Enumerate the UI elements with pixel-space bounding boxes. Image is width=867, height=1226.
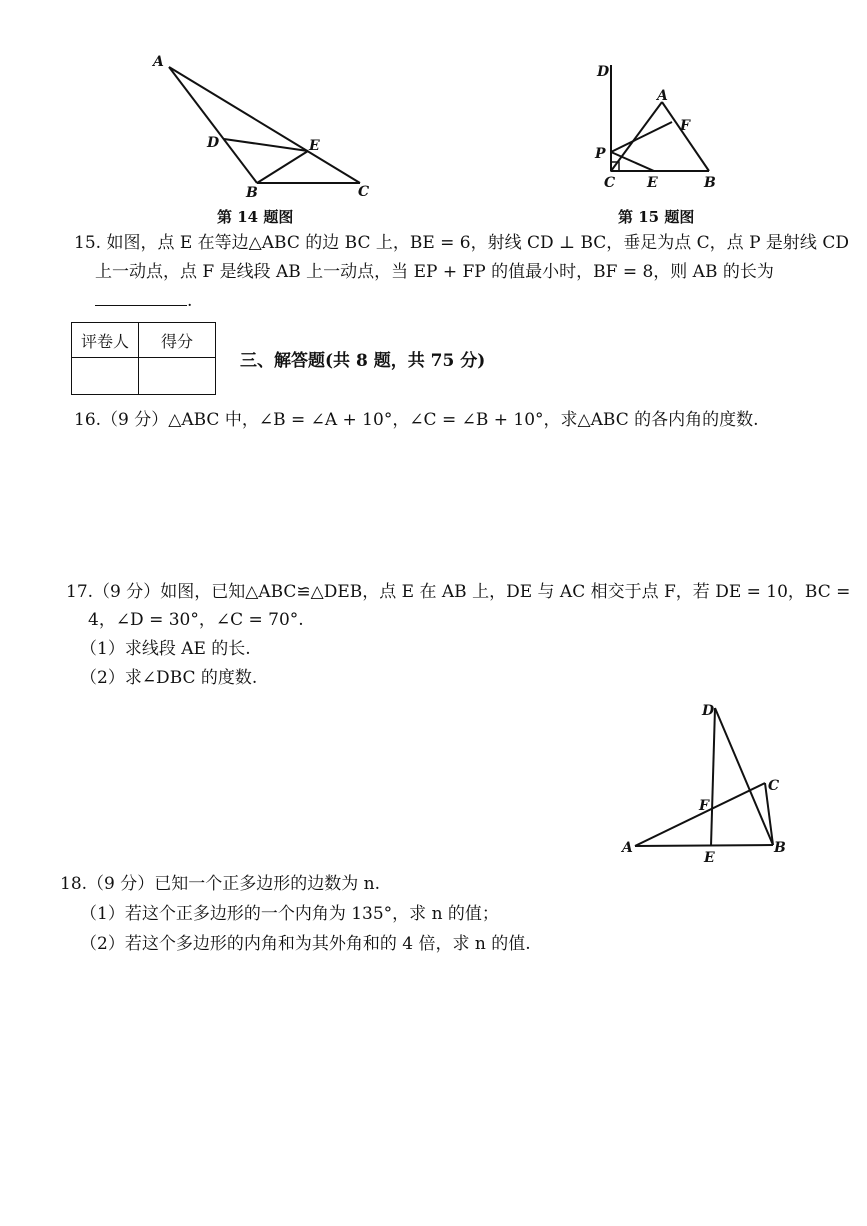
figure-17 — [618, 695, 798, 865]
fig14-label-a: A — [153, 54, 164, 70]
fig17-label-e: E — [704, 850, 715, 865]
fig15-label-d: D — [597, 64, 610, 80]
score-table — [71, 322, 216, 395]
grader-header: 评卷人 — [72, 323, 139, 358]
fig15-label-e: E — [647, 175, 658, 191]
q17-line2: 4，∠D = 30°，∠C = 70°. — [88, 610, 304, 630]
fig15-label-a: A — [657, 88, 668, 104]
section-3-title: 三、解答题(共 8 题，共 75 分) — [240, 351, 486, 371]
q18-part2: （2）若这个多边形的内角和为其外角和的 4 倍，求 n 的值. — [80, 934, 531, 954]
q15-answer-blank[interactable] — [95, 291, 187, 306]
score-cell[interactable] — [139, 358, 216, 395]
q15-end: . — [187, 291, 193, 311]
fig17-label-c: C — [768, 778, 780, 794]
fig14-caption: 第 14 题图 — [217, 208, 294, 226]
fig15-caption: 第 15 题图 — [618, 208, 695, 226]
score-header: 得分 — [139, 323, 216, 358]
fig17-label-a: A — [622, 840, 633, 856]
q18-line1: 18.（9 分）已知一个正多边形的边数为 n. — [60, 874, 381, 894]
fig14-label-e: E — [309, 138, 320, 154]
fig15-label-p: P — [595, 146, 606, 162]
q17-part1: （1）求线段 AE 的长. — [80, 639, 251, 659]
q15-line2: 上一动点，点 F 是线段 AB 上一动点，当 EP + FP 的值最小时，BF = 8，则 AB 的长为 — [95, 262, 774, 282]
fig15-label-b: B — [704, 175, 716, 191]
q15-line1: 15. 如图，点 E 在等边△ABC 的边 BC 上，BE = 6，射线 CD ⊥ BC，垂足为点 C，点 P 是射线 CD — [74, 233, 849, 253]
fig14-label-c: C — [358, 184, 370, 200]
q18-part1: （1）若这个正多边形的一个内角为 135°，求 n 的值； — [80, 904, 499, 924]
fig15-label-f: F — [680, 118, 690, 134]
fig14-label-b: B — [246, 185, 258, 201]
q17-line1: 17.（9 分）如图，已知△ABC≌△DEB，点 E 在 AB 上，DE 与 AC 相交于点 F，若 DE = 10，BC = — [66, 582, 851, 602]
fig14-label-d: D — [207, 135, 220, 151]
fig15-label-c: C — [604, 175, 616, 191]
q16-text: 16.（9 分）△ABC 中，∠B = ∠A + 10°，∠C = ∠B + 10°，求△ABC 的各内角的度数. — [74, 410, 759, 430]
fig17-label-b: B — [774, 840, 786, 856]
figure-15 — [585, 55, 725, 195]
fig17-label-f: F — [699, 798, 709, 814]
grader-cell[interactable] — [72, 358, 139, 395]
q15-answer-line — [95, 289, 192, 313]
fig17-label-d: D — [702, 703, 715, 719]
q17-part2: （2）求∠DBC 的度数. — [80, 668, 258, 688]
figure-14 — [140, 50, 380, 205]
